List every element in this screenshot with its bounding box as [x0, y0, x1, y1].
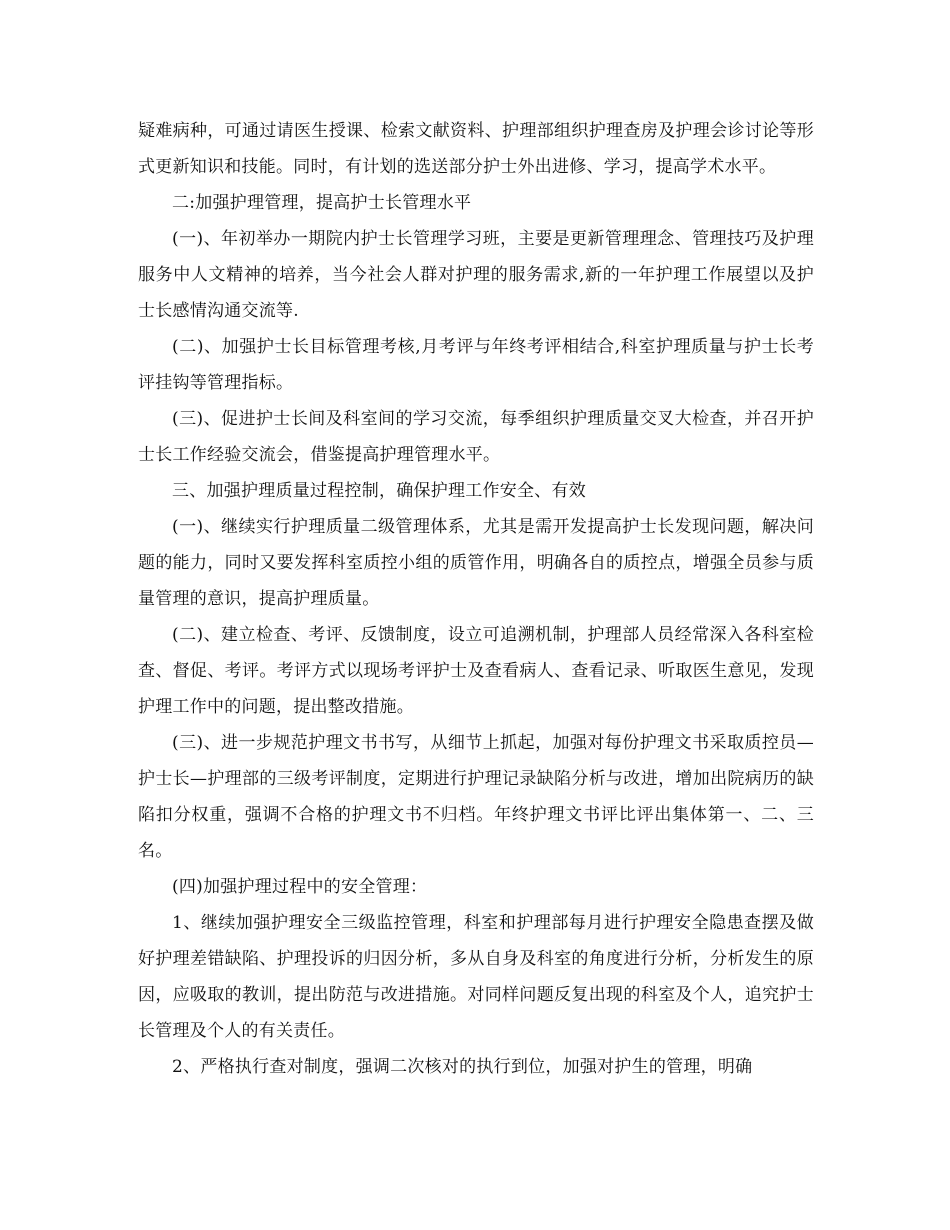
document-body [138, 113, 814, 1085]
paragraph: 1、继续加强护理安全三级监控管理，科室和护理部每月进行护理安全隐患查摆及做好护理差错缺陷、护理投诉的归因分析，多从自身及科室的角度进行分析，分析发生的原因，应吸取的教训，提出防范与改进措施。对同样问题反复出现的科室及个人，追究护士长管理及个人的有关责任。 [138, 913, 814, 1041]
paragraph: (一)、继续实行护理质量二级管理体系，尤其是需开发提高护士长发现问题，解决问题的能力，同时又要发挥科室质控小组的质管作用，明确各自的质控点，增强全员参与质量管理的意识，提高护理质量。 [138, 517, 814, 609]
paragraph: (二)、建立检查、考评、反馈制度，设立可追溯机制，护理部人员经常深入各科室检查、督促、考评。考评方式以现场考评护士及查看病人、查看记录、听取医生意见，发现护理工作中的问题，提出整改措施。 [138, 625, 814, 717]
paragraph: 二:加强护理管理，提高护士长管理水平 [172, 193, 472, 213]
paragraph: 三、加强护理质量过程控制，确保护理工作安全、有效 [172, 481, 586, 501]
paragraph: 疑难病种，可通过请医生授课、检索文献资料、护理部组织护理查房及护理会诊讨论等形式更新知识和技能。同时，有计划的选送部分护士外出进修、学习，提高学术水平。 [138, 121, 814, 177]
paragraph: (四)加强护理过程中的安全管理： [172, 877, 428, 897]
paragraph: 2、严格执行查对制度，强调二次核对的执行到位，加强对护生的管理，明确 [172, 1057, 753, 1077]
paragraph: (三)、促进护士长间及科室间的学习交流，每季组织护理质量交叉大检查，并召开护士长工作经验交流会，借鉴提高护理管理水平。 [138, 409, 814, 465]
paragraph: (二)、加强护士长目标管理考核,月考评与年终考评相结合,科室护理质量与护士长考评挂钩等管理指标。 [138, 337, 814, 393]
paragraph: (一)、年初举办一期院内护士长管理学习班，主要是更新管理理念、管理技巧及护理服务中人文精神的培养，当今社会人群对护理的服务需求,新的一年护理工作展望以及护士长感情沟通交流等. [138, 229, 814, 321]
paragraph: (三)、进一步规范护理文书书写，从细节上抓起，加强对每份护理文书采取质控员—护士长—护理部的三级考评制度，定期进行护理记录缺陷分析与改进，增加出院病历的缺陷扣分权重，强调不合格的护理文书不归档。年终护理文书评比评出集体第一、二、三名。 [138, 733, 814, 861]
